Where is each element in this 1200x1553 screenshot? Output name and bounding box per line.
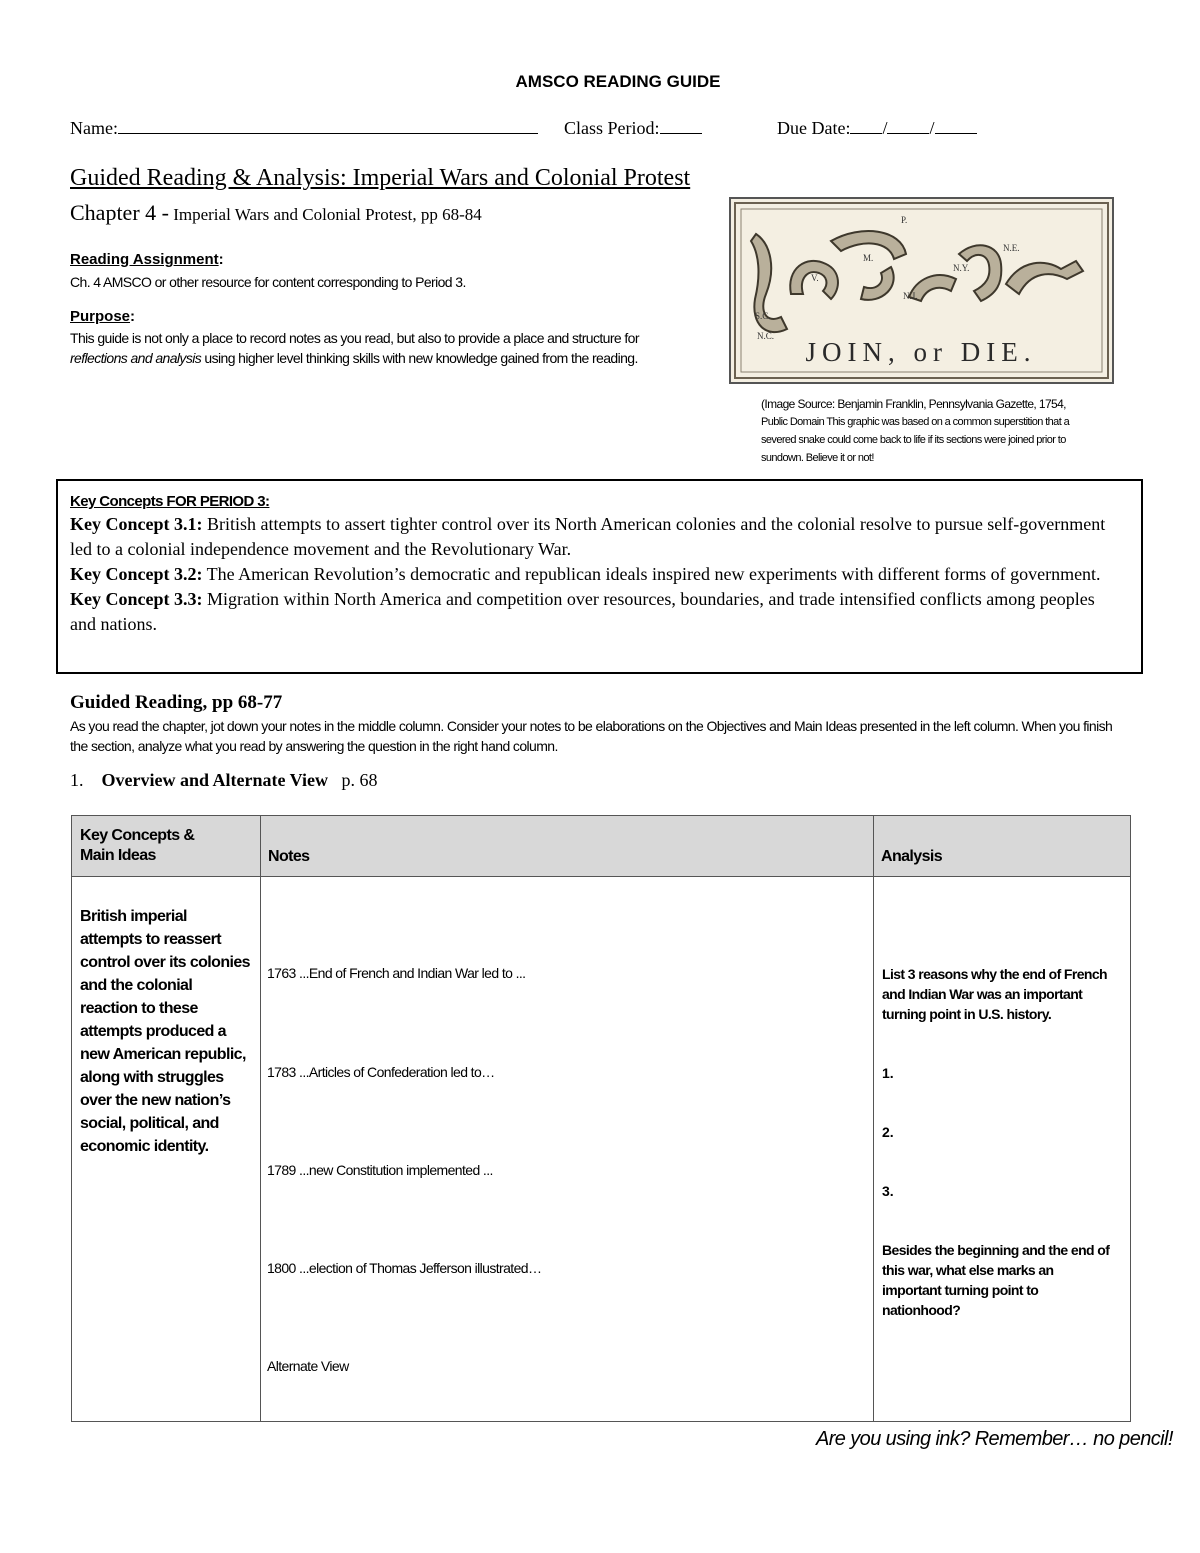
section-title: 1. Overview and Alternate View p. 68 (70, 770, 378, 790)
column-header-key-concepts: Key Concepts & Main Ideas (72, 816, 261, 877)
key-concepts-list (70, 512, 1110, 637)
main-idea-cell (72, 877, 261, 1422)
note-entry: 1789 ...new Constitution implemented ... (267, 1162, 493, 1178)
key-concepts-header: Key Concepts FOR PERIOD 3: (70, 493, 270, 510)
image-caption: (Image Source: Benjamin Franklin, Pennsylvania Gazette, 1754, Public Domain This graphic was based on a common superstition that a severed snake could come back to life if its sections were joined prior to sundown. Believe it or not! (761, 397, 1070, 464)
due-date-day-blank[interactable] (887, 117, 929, 134)
svg-text:N.C.: N.C. (757, 331, 775, 341)
name-label: Name: (70, 118, 118, 138)
join-or-die-image (729, 197, 1114, 384)
name-blank[interactable] (118, 117, 538, 134)
note-entry: 1800 ...election of Thomas Jefferson illustrated… (267, 1260, 542, 1276)
svg-text:N.J.: N.J. (903, 291, 918, 301)
due-date-year-blank[interactable] (935, 117, 977, 134)
chapter-line (70, 200, 482, 226)
guided-reading-heading: Guided Reading, pp 68-77 (70, 692, 283, 713)
class-period-blank[interactable] (660, 117, 702, 134)
reading-assignment-heading: Reading Assignment: (70, 251, 224, 268)
reading-assignment-label: Reading Assignment (70, 251, 219, 268)
analysis-question: List 3 reasons why the end of French and Indian War was an important turning point in U.S. history. (882, 966, 1108, 1022)
chapter-label: Chapter 4 - (70, 200, 169, 225)
purpose-label: Purpose (70, 308, 131, 325)
column-header-notes: Notes (261, 816, 874, 877)
svg-text:N.E.: N.E. (1003, 243, 1020, 253)
svg-text:M.: M. (863, 253, 874, 263)
note-entry: Alternate View (267, 1358, 349, 1374)
column-header-analysis: Analysis (874, 816, 1131, 877)
key-concept-item: Key Concept 3.1: British attempts to assert tighter control over its North American colonies and the colonial resolve to pursue self-government led to a colonial independence movement and the Revolutionary War. (70, 514, 1106, 559)
answer-number: 3. (882, 1183, 894, 1199)
table-row (72, 877, 1131, 1422)
main-idea-text: British imperial attempts to reassert control over its colonies and the colonial reaction to these attempts produced a new American republic, along with struggles over the new nation’s social, political, and economic identity. (80, 908, 250, 1155)
key-concept-item: Key Concept 3.2: The American Revolution’s democratic and republican ideals inspired new experiments with different forms of government. (70, 564, 1101, 584)
purpose-text: This guide is not only a place to record notes as you read, but also to provide a place and structure for reflections and analysis using higher level thinking skills with new knowledge gained from the reading. (70, 330, 639, 366)
table-header-row (72, 816, 1131, 877)
guide-heading: Guided Reading & Analysis: Imperial Wars and Colonial Protest (70, 165, 691, 191)
svg-text:S.C.: S.C. (755, 311, 771, 321)
answer-number: 1. (882, 1065, 894, 1081)
name-field[interactable] (70, 117, 538, 139)
svg-text:V.: V. (811, 273, 819, 283)
note-entry: 1783 ...Articles of Confederation led to… (267, 1064, 495, 1080)
due-date-month-blank[interactable] (850, 117, 882, 134)
reading-assignment-text: Ch. 4 AMSCO or other resource for content corresponding to Period 3. (70, 274, 466, 290)
motto-text: JOIN, or DIE. (805, 337, 1037, 367)
due-date-separator: / (882, 118, 888, 138)
due-date-field[interactable] (777, 117, 977, 139)
svg-text:N.Y.: N.Y. (953, 263, 970, 273)
note-entry: 1763 ...End of French and Indian War led to ... (267, 965, 526, 981)
purpose-heading: Purpose: (70, 308, 136, 325)
notes-table (71, 815, 1131, 1422)
key-concept-item: Key Concept 3.3: Migration within North America and competition over resources, boundaries, and trade intensified conflicts among peoples and nations. (70, 589, 1095, 634)
class-period-field[interactable] (564, 117, 702, 139)
guided-reading-instructions: As you read the chapter, jot down your notes in the middle column. Consider your notes to be elaborations on the Objectives and Main Ideas presented in the left column. When you finish the section, analyze what you read by answering the question in the right hand column. (70, 718, 1113, 754)
snake-illustration-icon (731, 199, 1112, 382)
chapter-text: Imperial Wars and Colonial Protest, pp 68-84 (168, 205, 482, 224)
analysis-question: Besides the beginning and the end of this war, what else marks an important turning point to nationhood? (882, 1242, 1110, 1318)
footer-reminder: Are you using ink? Remember… no pencil! (816, 1428, 1173, 1450)
answer-number: 2. (882, 1124, 894, 1140)
due-date-separator: / (929, 118, 935, 138)
svg-text:P.: P. (901, 215, 908, 225)
class-period-label: Class Period: (564, 118, 660, 138)
due-date-label: Due Date: (777, 118, 851, 138)
document-title: AMSCO READING GUIDE (515, 72, 721, 91)
analysis-cell[interactable] (874, 877, 1131, 1422)
notes-cell[interactable] (261, 877, 874, 1422)
